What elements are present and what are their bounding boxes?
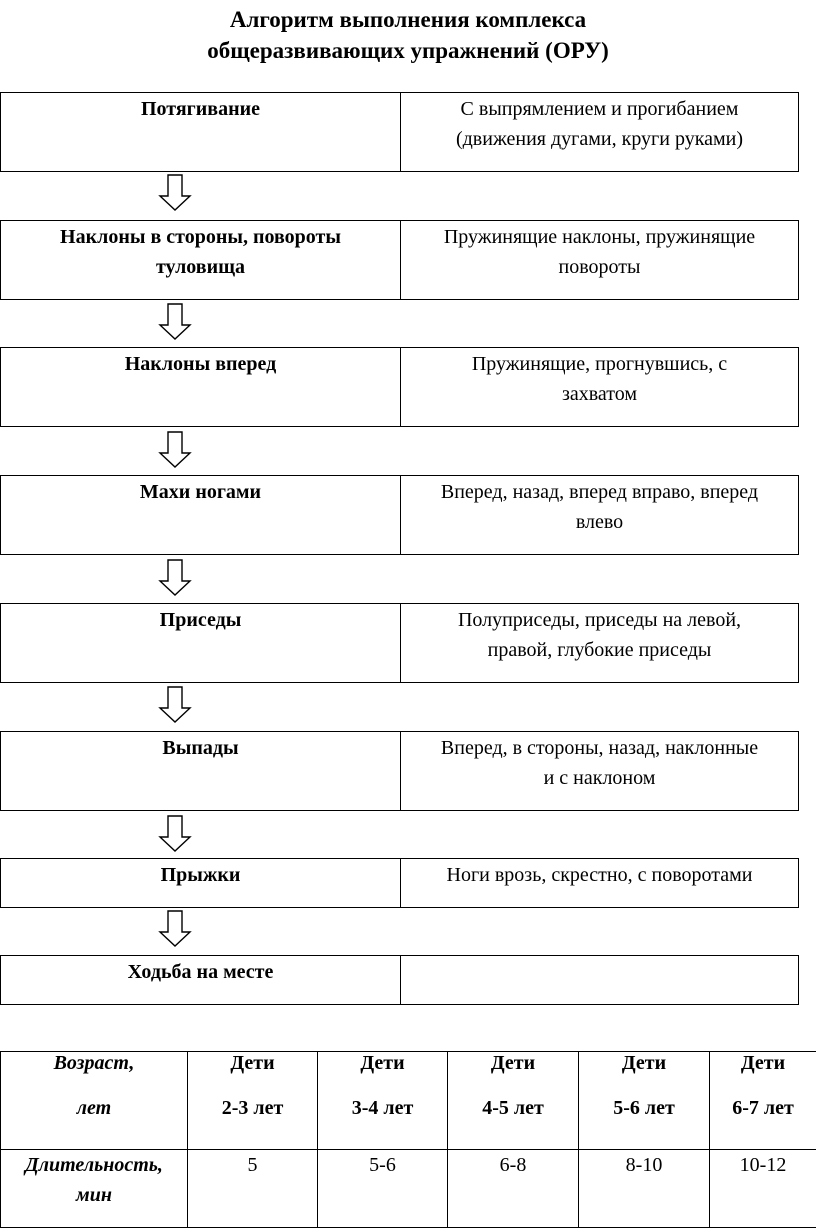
step-name-line: Приседы bbox=[159, 609, 242, 631]
cell-line: мин bbox=[76, 1184, 112, 1206]
step-name bbox=[1, 956, 401, 1004]
step-desc-line: С выпрямлением и прогибанием bbox=[460, 98, 739, 120]
step-name-line: Махи ногами bbox=[139, 481, 262, 503]
step-name-line: Наклоны в стороны, повороты bbox=[60, 226, 341, 248]
step-box-4 bbox=[0, 475, 799, 555]
age-duration-table bbox=[0, 1051, 816, 1228]
cell-line: Дети bbox=[230, 1052, 275, 1074]
step-name-line: туловища bbox=[156, 256, 245, 278]
cell-line: Дети bbox=[740, 1052, 786, 1074]
down-arrow-icon bbox=[158, 686, 192, 724]
step-box-2 bbox=[0, 220, 799, 300]
step-name-line: Прыжки bbox=[160, 864, 241, 886]
down-arrow-icon bbox=[158, 303, 192, 341]
step-desc-line: Пружинящие наклоны, пружинящие bbox=[443, 226, 756, 248]
age-column-header bbox=[710, 1052, 816, 1150]
step-desc-line: захватом bbox=[561, 383, 638, 405]
step-description bbox=[401, 348, 798, 426]
document-title bbox=[0, 4, 816, 66]
step-desc-line: (движения дугами, круги руками) bbox=[455, 128, 744, 150]
step-desc-line: повороты bbox=[558, 256, 641, 278]
duration-cell: 5 bbox=[188, 1150, 318, 1228]
title-line-1: Алгоритм выполнения комплекса bbox=[229, 7, 587, 32]
cell-line: Длительность, bbox=[25, 1154, 163, 1176]
cell-line: Дети bbox=[621, 1052, 667, 1074]
age-column-header bbox=[448, 1052, 579, 1150]
step-box-3 bbox=[0, 347, 799, 427]
step-name bbox=[1, 93, 401, 171]
age-column-header bbox=[579, 1052, 710, 1150]
step-desc-line: и с наклоном bbox=[543, 767, 656, 789]
step-desc-line: Вперед, в стороны, назад, наклонные bbox=[440, 737, 759, 759]
duration-cell: 6-8 bbox=[448, 1150, 579, 1228]
cell-line: Дети bbox=[360, 1052, 405, 1074]
step-description bbox=[401, 859, 798, 907]
step-name-line: Потягивание bbox=[140, 98, 260, 120]
down-arrow-icon bbox=[158, 174, 192, 212]
step-desc-line: Полуприседы, приседы на левой, bbox=[457, 609, 742, 631]
title-line-2: общеразвивающих упражнений (ОРУ) bbox=[207, 38, 609, 63]
step-desc-line: влево bbox=[575, 511, 624, 533]
cell-line: Дети bbox=[490, 1052, 536, 1074]
age-column-header bbox=[188, 1052, 318, 1150]
down-arrow-icon bbox=[158, 559, 192, 597]
down-arrow-icon bbox=[158, 431, 192, 469]
cell-line: 5-6 лет bbox=[613, 1097, 675, 1119]
step-name-line: Ходьба на месте bbox=[127, 961, 274, 983]
step-box-6 bbox=[0, 731, 799, 811]
step-description bbox=[401, 93, 798, 171]
age-column-header bbox=[318, 1052, 448, 1150]
step-name-line: Выпады bbox=[162, 737, 239, 759]
step-description bbox=[401, 604, 798, 682]
step-box-8 bbox=[0, 955, 799, 1005]
step-description bbox=[401, 956, 798, 1004]
step-desc-line: Вперед, назад, вперед вправо, вперед bbox=[440, 481, 759, 503]
duration-header-cell bbox=[1, 1150, 188, 1228]
step-description bbox=[401, 476, 798, 554]
step-desc-line: правой, глубокие приседы bbox=[487, 639, 712, 661]
step-box-7 bbox=[0, 858, 799, 908]
step-name bbox=[1, 476, 401, 554]
step-desc-line: Пружинящие, прогнувшись, с bbox=[471, 353, 728, 375]
duration-cell: 5-6 bbox=[318, 1150, 448, 1228]
step-name bbox=[1, 732, 401, 810]
step-name bbox=[1, 348, 401, 426]
step-name bbox=[1, 859, 401, 907]
step-name bbox=[1, 221, 401, 299]
age-header-cell bbox=[1, 1052, 188, 1150]
step-box-1 bbox=[0, 92, 799, 172]
cell-line: 2-3 лет bbox=[221, 1097, 284, 1119]
cell-line: 3-4 лет bbox=[351, 1097, 414, 1119]
cell-line: 6-7 лет bbox=[732, 1097, 794, 1119]
step-name-line: Наклоны вперед bbox=[124, 353, 277, 375]
table-row bbox=[1, 1150, 816, 1228]
step-description bbox=[401, 732, 798, 810]
cell-line: 4-5 лет bbox=[482, 1097, 544, 1119]
cell-line: лет bbox=[76, 1097, 112, 1119]
duration-cell: 8-10 bbox=[579, 1150, 710, 1228]
table-row bbox=[1, 1052, 816, 1150]
cell-line: Возраст, bbox=[53, 1052, 135, 1074]
step-desc-line: Ноги врозь, скрестно, с поворотами bbox=[446, 864, 753, 886]
down-arrow-icon bbox=[158, 815, 192, 853]
step-name bbox=[1, 604, 401, 682]
duration-cell: 10-12 bbox=[710, 1150, 816, 1228]
step-description bbox=[401, 221, 798, 299]
down-arrow-icon bbox=[158, 910, 192, 948]
step-box-5 bbox=[0, 603, 799, 683]
